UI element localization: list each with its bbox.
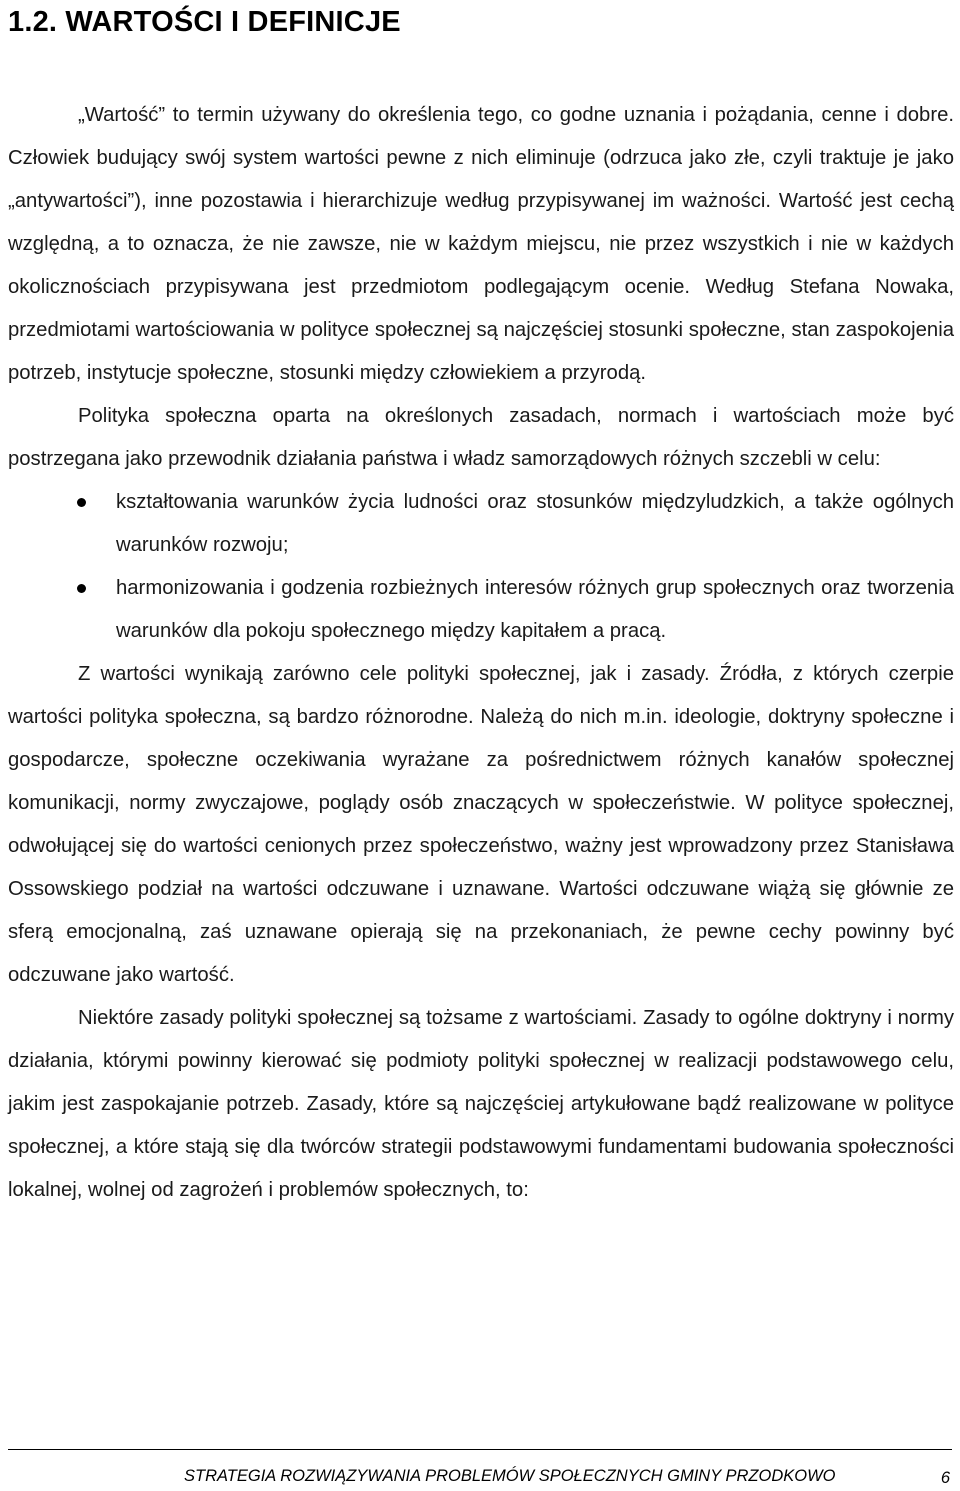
footer-divider — [8, 1449, 952, 1450]
bullet-list — [8, 481, 954, 653]
footer-title: STRATEGIA ROZWIĄZYWANIA PROBLEMÓW SPOŁECZNYCH GMINY PRZODKOWO — [184, 1467, 836, 1485]
bullet-icon — [77, 584, 86, 593]
paragraph-values-definition: „Wartość” to termin używany do określenia tego, co godne uznania i pożądania, cenne i dobre. Człowiek budujący swój system wartości pewne z nich eliminuje (odrzuca jako złe, czyli traktuje je jako „antywartości”), inne pozostawia i hierarchizuje według przypisywanej im ważności. Wartość jest cechą względną, a to oznacza, że nie zawsze, nie w każdym miejscu, nie przez wszystkich i nie w każdych okolicznościach przypisywana jest przedmiotom podlegającym ocenie. Według Stefana Nowaka, przedmiotami wartościowania w polityce społecznej są najczęściej stosunki społeczne, stan zaspokojenia potrzeb, instytucje społeczne, stosunki między człowiekiem a przyrodą. — [8, 104, 954, 384]
document-body — [8, 94, 954, 1212]
section-heading: 1.2. WARTOŚCI I DEFINICJE — [8, 6, 401, 38]
paragraph-social-policy-goals: Polityka społeczna oparta na określonych zasadach, normach i wartościach może być postrzegana jako przewodnik działania państwa i władz samorządowych różnych szczebli w celu: — [8, 405, 954, 470]
list-item-text: kształtowania warunków życia ludności oraz stosunków międzyludzkich, a także ogólnych warunków rozwoju; — [116, 491, 954, 556]
page-number: 6 — [940, 1469, 950, 1487]
paragraph-principles: Niektóre zasady polityki społecznej są tożsame z wartościami. Zasady to ogólne doktryny i normy działania, którymi powinny kierować się podmioty polityki społecznej w realizacji podstawowego celu, jakim jest zaspokajanie potrzeb. Zasady, które są najczęściej artykułowane bądź realizowane w polityce społecznej, a które stają się dla twórców strategii podstawowymi fundamentami budowania społeczności lokalnej, wolnej od zagrożeń i problemów społecznych, to: — [8, 1007, 954, 1201]
paragraph-value-sources: Z wartości wynikają zarówno cele polityki społecznej, jak i zasady. Źródła, z których czerpie wartości polityka społeczna, są bardzo różnorodne. Należą do nich m.in. ideologie, doktryny społeczne i gospodarcze, społeczne oczekiwania wyrażane za pośrednictwem różnych kanałów społecznej komunikacji, normy zwyczajowe, poglądy osób znaczących w społeczeństwie. W polityce społecznej, odwołującej się do wartości cenionych przez społeczeństwo, ważny jest wprowadzony przez Stanisława Ossowskiego podział na wartości odczuwane i uznawane. Wartości odczuwane wiążą się głównie ze sferą emocjonalną, zaś uznawane opierają się na przekonaniach, że pewne cechy powinny być odczuwane jako wartość. — [8, 663, 954, 986]
list-item — [8, 567, 954, 653]
list-item — [8, 481, 954, 567]
list-item-text: harmonizowania i godzenia rozbieżnych interesów różnych grup społecznych oraz tworzenia warunków dla pokoju społecznego między kapitałem a pracą. — [116, 577, 954, 642]
bullet-icon — [77, 498, 86, 507]
